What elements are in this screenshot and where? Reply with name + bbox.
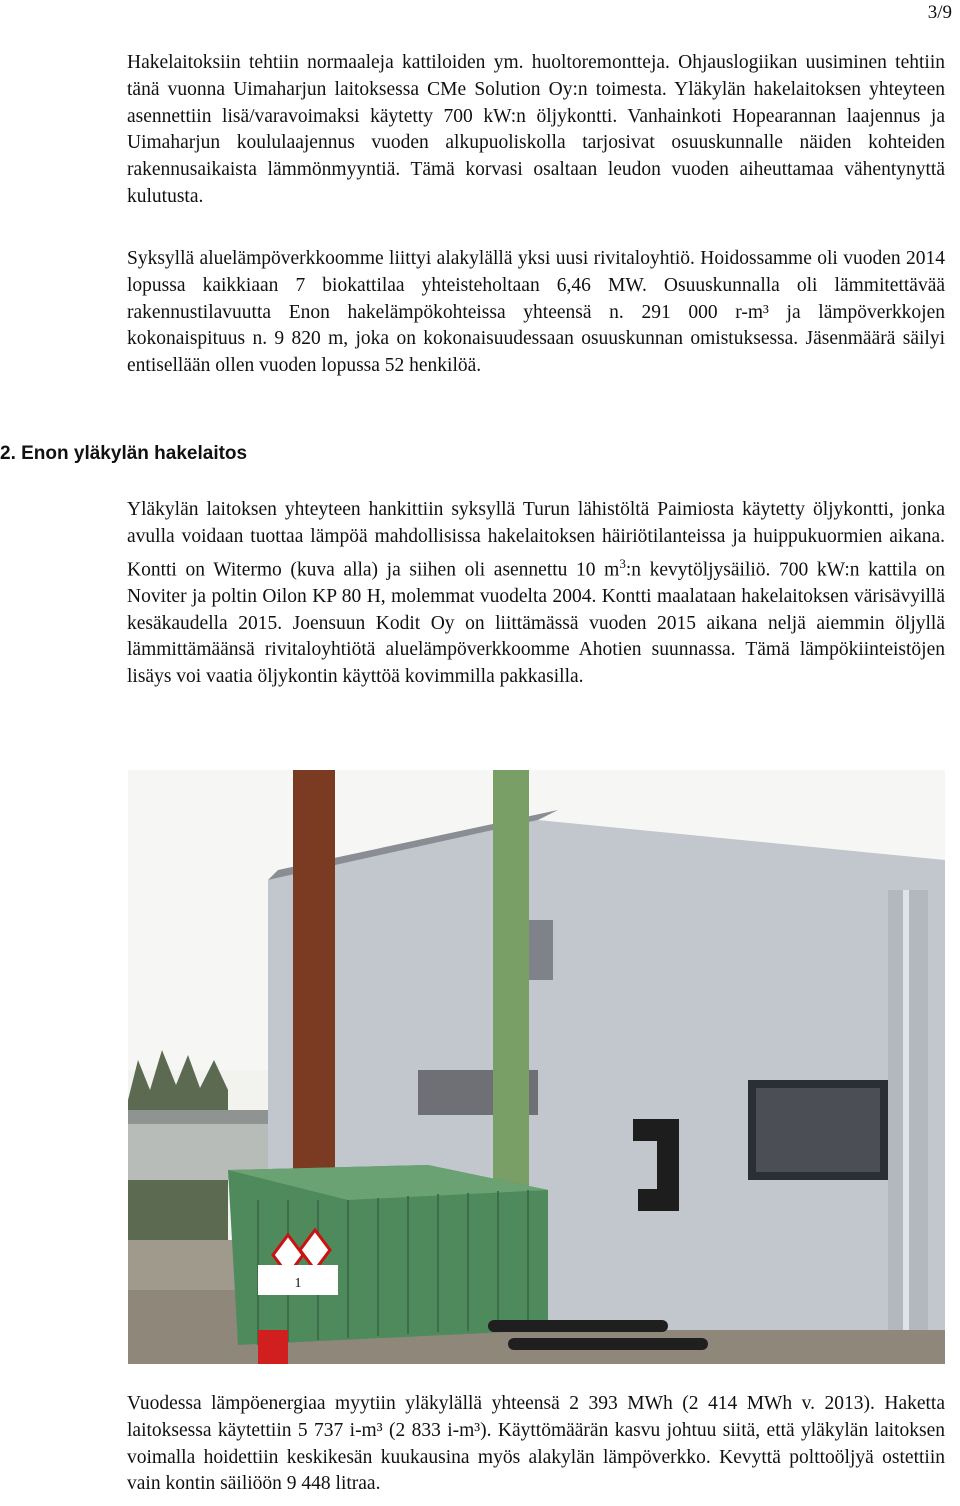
text-part: Yläkylän laitoksen yhteyteen hankittiin syksyllä Turun lähistöltä Paimiosta käytetty öljykontti, jonka avulla voidaan tuottaa lämpöä mahdollisissa hakelaitoksen häiriötilanteissa ja huippukuormien aikana. Kontti on Witermo (kuva alla) ja siihen oli asennettu 10 m (127, 499, 945, 581)
page-number: 3/9 (927, 2, 952, 23)
superscript: 3 (619, 555, 626, 571)
sign-number: 1 (294, 1276, 302, 1291)
intro-paragraph-1 (127, 50, 945, 211)
paragraph-text: Vuodessa lämpöenergiaa myytiin yläkylällä yhteensä 2 393 MWh (2 414 MWh v. 2013). Haketta laitoksessa käytettiin 5 737 i-m³ (2 833 i-m³). Käyttömäärän kasvu johtuu siitä, että yläkylän laitoksen voimalla hoidettiin keskikesän kuukausina myös alakylän lämpöverkko. Kevyttä polttoöljyä ostettiin vain kontin säiliöön 9 448 litraa. (127, 1393, 945, 1495)
photo-illustration (128, 770, 945, 1364)
section-paragraph-2 (127, 1391, 945, 1498)
boiler-container-photo (128, 770, 945, 1364)
paragraph-text (127, 497, 945, 691)
paragraph-text: Hakelaitoksiin tehtiin normaaleja kattiloiden ym. huoltoremontteja. Ohjauslogiikan uusiminen tehtiin tänä vuonna Uimaharjun laitoksessa CMe Solution Oy:n toimesta. Yläkylän hakelaitoksen yhteyteen asennettiin lisä/varavoimaksi käytetty 700 kW:n öljykontti. Vanhainkoti Hopearannan laajennus ja Uimaharjun koululaajennus vuoden alkupuoliskolla tarjosivat osuuskunnalle näiden kohteiden rakennusaikaista lämmönmyyntiä. Tämä korvasi osaltaan leudon vuoden aiheuttamaa vähentynyttä kulutusta. (127, 52, 945, 207)
section-heading: 2. Enon yläkylän hakelaitos (0, 443, 248, 464)
section-paragraph-1 (127, 497, 945, 691)
intro-paragraph-2 (127, 246, 945, 380)
text-part: :n kevytöljysäiliö. 700 kW:n kattila on Noviter ja poltin Oilon KP 80 H, molemmat vuodelta 2004. Kontti maalataan hakelaitoksen värisävyillä kesäkaudella 2015. Joensuun Kodit Oy on liittämässä vuoden 2015 aikana neljä aiemmin öljyllä lämmittämäänsä rivitaloyhtiötä aluelämpöverkkoomme Ahotien suunnassa. Tämä lämpökiinteistöjen lisäys voi vaatia öljykontin käyttöä kovimmilla pakkasilla. (127, 559, 945, 688)
paragraph-text: Syksyllä aluelämpöverkkoomme liittyi alakylällä yksi uusi rivitaloyhtiö. Hoidossamme oli vuoden 2014 lopussa kaikkiaan 7 biokattilaa yhteisteholtaan 6,46 MW. Osuuskunnalla oli lämmitettävää rakennustilavuutta Enon hakelämpökohteissa yhteensä n. 291 000 r-m³ ja lämpöverkkojen kokonaispituus n. 9 820 m, joka on kokonaisuudessaan osuuskunnan omistuksessa. Jäsenmäärä säilyi entisellään ollen vuoden lopussa 52 henkilöä. (127, 248, 945, 377)
